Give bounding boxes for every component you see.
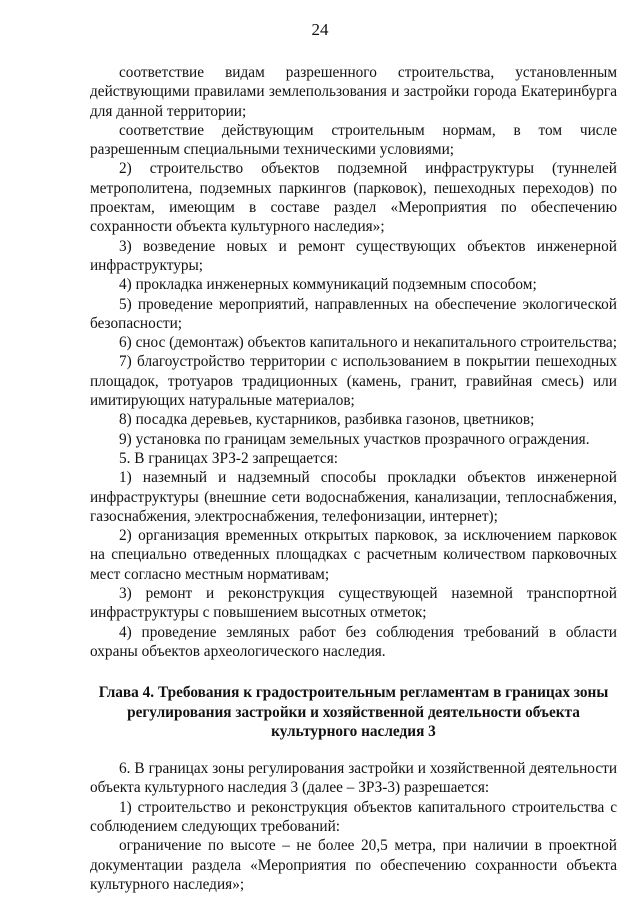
paragraph: 1) строительство и реконструкция объектов капитального строительства с соблюдением следующих требований: <box>90 798 617 835</box>
section-intro: 6. В границах зоны регулирования застройки и хозяйственной деятельности объекта культурного наследия 3 (далее – ЗРЗ-3) разрешается: <box>90 760 617 797</box>
paragraph: 4) прокладка инженерных коммуникаций подземным способом; <box>119 276 537 294</box>
paragraph: ограничение по высоте – не более 20,5 метра, при наличии в проектной документации раздела «Мероприятия по обеспечению сохранности объекта культурного наследия»; <box>90 837 617 893</box>
paragraph: 2) строительство объектов подземной инфраструктуры (туннелей метрополитена, подземных паркингов (парковок), пешеходных переходов) по проектам, имеющим в составе раздел «Мероприятия по обеспечению сохранности объекта культурного наследия»; <box>90 160 617 236</box>
paragraph: 1) наземный и надземный способы прокладки объектов инженерной инфраструктуры (внешние сети водоснабжения, канализации, теплоснабжения, газоснабжения, электроснабжения, телефонизации, интернет); <box>90 469 617 525</box>
page-number: 24 <box>311 20 329 39</box>
document-body <box>90 63 617 894</box>
chapter-heading: Глава 4. Требования к градостроительным регламентам в границах зоны регулирования застройки и хозяйственной деятельности объекта культурного наследия 3 <box>98 684 609 740</box>
paragraph: 6) снос (демонтаж) объектов капитального и некапитального строительства; <box>119 334 617 352</box>
paragraph: 3) ремонт и реконструкция существующей наземной транспортной инфраструктуры с повышением высотных отметок; <box>90 585 617 622</box>
paragraph: 3) возведение новых и ремонт существующих объектов инженерной инфраструктуры; <box>90 237 617 274</box>
section-intro: 5. В границах ЗРЗ-2 запрещается: <box>119 449 339 467</box>
paragraph: 8) посадка деревьев, кустарников, разбивка газонов, цветников; <box>119 411 535 429</box>
paragraph: 5) проведение мероприятий, направленных на обеспечение экологической безопасности; <box>90 295 617 332</box>
paragraph: 2) организация временных открытых парковок, за исключением парковок на специально отведенных площадках с расчетным количеством парковочных мест согласно местным нормативам; <box>90 527 617 583</box>
paragraph: 4) проведение земляных работ без соблюдения требований в области охраны объектов археологического наследия. <box>90 623 617 660</box>
paragraph: 7) благоустройство территории с использованием в покрытии пешеходных площадок, тротуаров традиционных (камень, гранит, гравийная смесь) или имитирующих натуральные материалов; <box>90 353 617 410</box>
paragraph: соответствие действующим строительным нормам, в том числе разрешенным специальными техническими условиями; <box>90 121 617 159</box>
paragraph: 9) установка по границам земельных участков прозрачного ограждения. <box>119 430 590 448</box>
paragraph: соответствие видам разрешенного строительства, установленным действующими правилами землепользования и застройки города Екатеринбурга для данной территории; <box>90 64 617 120</box>
